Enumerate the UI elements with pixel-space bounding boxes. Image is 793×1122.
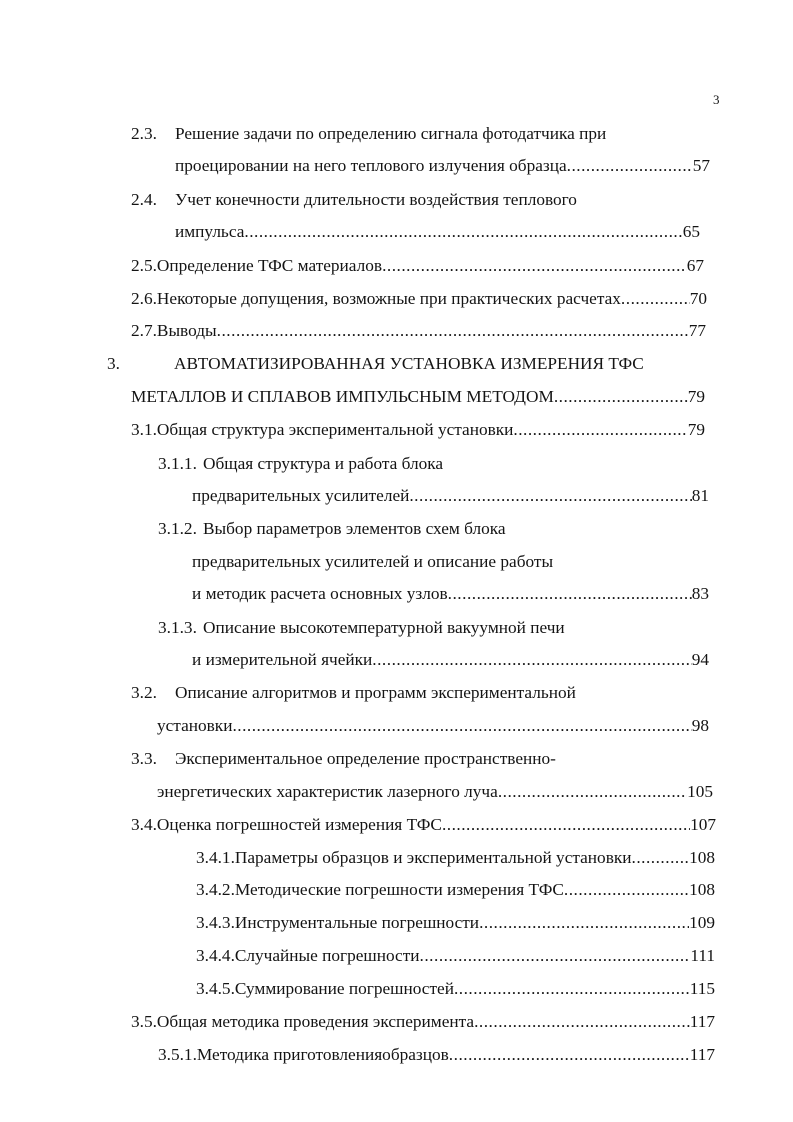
toc-page: 79 [687, 387, 705, 406]
toc-number: 3.1.2. [158, 519, 197, 538]
toc-number: 3.4.3. [196, 913, 235, 932]
toc-number: 3.5. [131, 1012, 157, 1031]
toc-entry-3-1-2-line3[interactable] [192, 580, 709, 608]
leader-dots [479, 909, 689, 937]
toc-number: 3.2. [131, 683, 157, 702]
toc-title: Суммирование погрешностей [234, 979, 454, 998]
leader-dots [474, 1008, 690, 1036]
leader-dots [409, 482, 691, 510]
toc-title: Описание высокотемпературной вакуумной печи [203, 618, 565, 637]
toc-number: 3.4.2. [196, 880, 235, 899]
toc-title: импульса [175, 222, 245, 241]
toc-page: 115 [689, 979, 715, 998]
toc-entry-3-1[interactable] [131, 416, 705, 444]
toc-title: АВТОМАТИЗИРОВАННАЯ УСТАНОВКА ИЗМЕРЕНИЯ ТФС [174, 354, 644, 373]
toc-entry-2-4-line2[interactable] [175, 218, 700, 246]
toc-title: предварительных усилителей и описание работы [192, 552, 554, 571]
toc-page: 111 [690, 946, 715, 965]
leader-dots [554, 383, 688, 411]
toc-title: Оценка погрешностей измерения ТФС [156, 815, 442, 834]
toc-entry-2-3-line2[interactable] [175, 152, 710, 180]
toc-title: Общая методика проведения эксперимента [156, 1012, 475, 1031]
page-number: 3 [713, 92, 720, 107]
toc-number: 3.3. [131, 749, 157, 768]
toc-entry-3-1-1-line1 [158, 450, 443, 478]
toc-title: Инструментальные погрешности [234, 913, 480, 932]
toc-entry-3-1-2-line1 [158, 515, 506, 543]
toc-title: предварительных усилителей [192, 486, 410, 505]
toc-page: 65 [682, 222, 700, 241]
toc-title: и методик расчета основных узлов [192, 584, 448, 603]
leader-dots [232, 712, 691, 740]
leader-dots [372, 646, 691, 674]
toc-entry-2-7[interactable] [131, 317, 706, 345]
toc-entry-3-5-1[interactable] [158, 1041, 715, 1069]
toc-number: 2.4. [131, 190, 157, 209]
toc-page: 70 [689, 289, 707, 308]
toc-title: установки [157, 716, 233, 735]
toc-entry-2-4-line1 [131, 186, 577, 214]
toc-title: МЕТАЛЛОВ И СПЛАВОВ ИМПУЛЬСНЫМ МЕТОДОМ [131, 387, 554, 406]
leader-dots [244, 218, 682, 246]
toc-entry-3-2-line2[interactable] [157, 712, 709, 740]
toc-page: 77 [688, 321, 706, 340]
leader-dots [632, 844, 690, 872]
toc-number: 2.7. [131, 321, 157, 340]
toc-entry-3-1-3-line2[interactable] [192, 646, 709, 674]
toc-entry-3-1-3-line1 [158, 614, 565, 642]
toc-number: 2.6. [131, 289, 157, 308]
toc-page: 109 [689, 913, 715, 932]
leader-dots [454, 975, 690, 1003]
leader-dots [498, 778, 687, 806]
toc-entry-3-1-2-line2 [192, 548, 553, 576]
toc-title: Учет конечности длительности воздействия теплового [175, 190, 577, 209]
toc-number: 3.4. [131, 815, 157, 834]
toc-entry-3-2-line1 [131, 679, 576, 707]
toc-title: Определение ТФС материалов [156, 256, 383, 275]
toc-page: 107 [690, 815, 716, 834]
toc-title: проецировании на него теплового излучения образца [175, 156, 567, 175]
toc-number: 3.4.4. [196, 946, 235, 965]
toc-number: 2.5. [131, 256, 157, 275]
toc-entry-3-4-5[interactable] [196, 975, 715, 1003]
toc-number: 2.3. [131, 124, 157, 143]
toc-page: 98 [691, 716, 709, 735]
toc-title: и измерительной ячейки [192, 650, 373, 669]
toc-page: 83 [691, 584, 709, 603]
toc-entry-3-5[interactable] [131, 1008, 715, 1036]
leader-dots [567, 152, 693, 180]
toc-number: 3.4.1. [196, 848, 235, 867]
toc-title: Решение задачи по определению сигнала фотодатчика при [175, 124, 607, 143]
toc-title: Методические погрешности измерения ТФС [234, 880, 564, 899]
leader-dots [564, 876, 689, 904]
toc-number: 3.5.1. [158, 1045, 197, 1064]
toc-page: 67 [686, 256, 704, 275]
toc-page: 81 [691, 486, 709, 505]
leader-dots [621, 285, 690, 313]
toc-entry-2-3-line1 [131, 120, 606, 148]
toc-entry-3-4-1[interactable] [196, 844, 715, 872]
toc-entry-3-4-3[interactable] [196, 909, 715, 937]
toc-title: Методика приготовленияобразцов [196, 1045, 449, 1064]
toc-entry-3-4-2[interactable] [196, 876, 715, 904]
toc-entry-3-4[interactable] [131, 811, 716, 839]
toc-title: Общая структура и работа блока [203, 454, 444, 473]
toc-title: Параметры образцов и экспериментальной установки [234, 848, 632, 867]
toc-page: 108 [689, 880, 715, 899]
toc-number: 3.1.3. [158, 618, 197, 637]
toc-page: 117 [689, 1012, 715, 1031]
leader-dots [449, 1041, 690, 1069]
toc-entry-2-6[interactable] [131, 285, 707, 313]
toc-title: Экспериментальное определение пространственно- [175, 749, 556, 768]
toc-page: 117 [689, 1045, 715, 1064]
toc-number: 3.1. [131, 420, 157, 439]
toc-page: 94 [691, 650, 709, 669]
toc-page: 105 [687, 782, 713, 801]
toc-entry-2-5[interactable] [131, 252, 704, 280]
toc-page: 79 [687, 420, 705, 439]
toc-number: 3. [107, 354, 120, 373]
leader-dots [442, 811, 690, 839]
toc-entry-3-line2[interactable] [131, 383, 705, 411]
toc-page: 108 [689, 848, 715, 867]
toc-title: Некоторые допущения, возможные при практических расчетах [156, 289, 621, 308]
toc-entry-3-3-line1 [131, 745, 556, 773]
toc-title: Описание алгоритмов и программ экспериментальной [175, 683, 576, 702]
toc-title: Случайные погрешности [234, 946, 420, 965]
toc-entry-3-4-4[interactable] [196, 942, 715, 970]
toc-title: Выводы [156, 321, 217, 340]
toc-title: энергетических характеристик лазерного луча [157, 782, 498, 801]
toc-entry-3-line1 [107, 350, 644, 378]
leader-dots [448, 580, 692, 608]
toc-title: Выбор параметров элементов схем блока [203, 519, 506, 538]
toc-number: 3.1.1. [158, 454, 197, 473]
toc-number: 3.4.5. [196, 979, 235, 998]
toc-page: 57 [692, 156, 710, 175]
leader-dots [382, 252, 687, 280]
leader-dots [513, 416, 687, 444]
leader-dots [420, 942, 691, 970]
leader-dots [217, 317, 689, 345]
toc-entry-3-1-1-line2[interactable] [192, 482, 709, 510]
toc-title: Общая структура экспериментальной установки [156, 420, 514, 439]
toc-entry-3-3-line2[interactable] [157, 778, 713, 806]
